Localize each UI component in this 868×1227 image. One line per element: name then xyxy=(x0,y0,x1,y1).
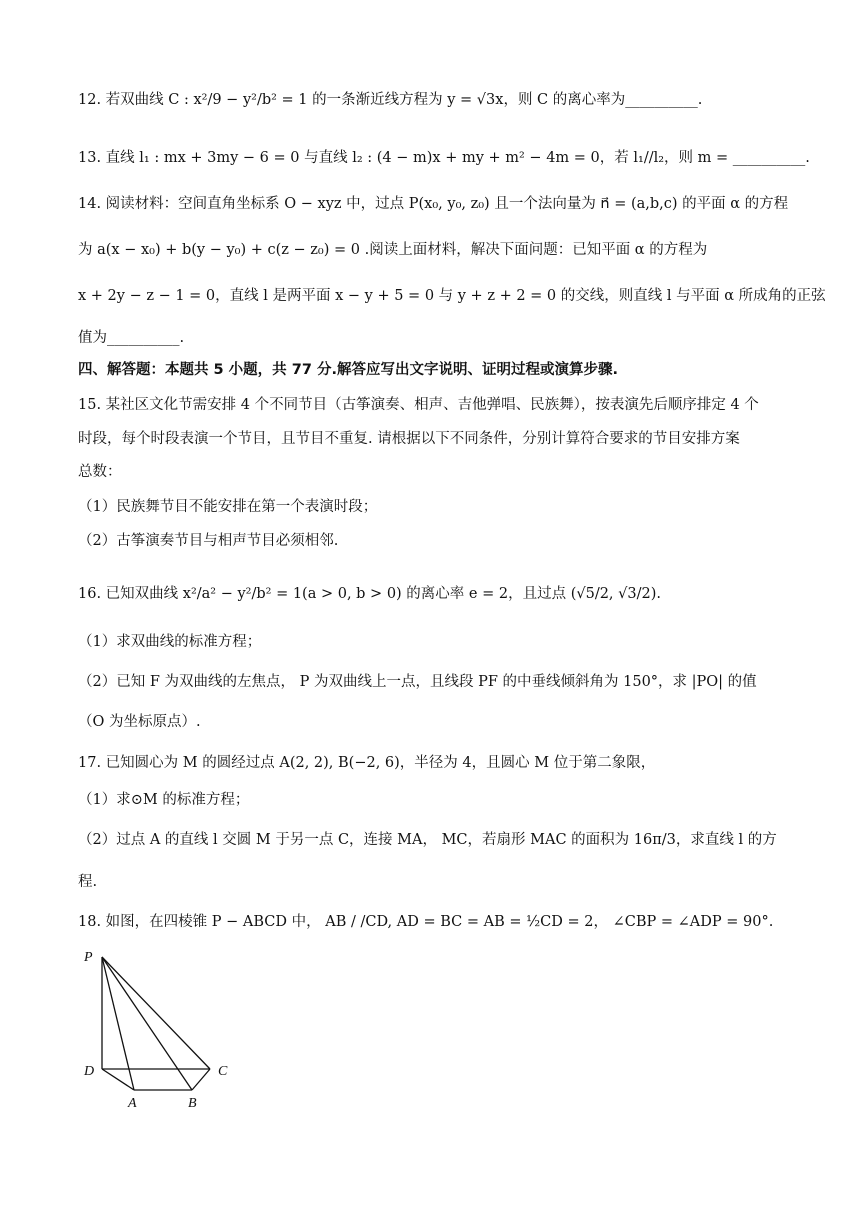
question-14-line-1: 14. 阅读材料：空间直角坐标系 O − xyz 中，过点 P(x₀, y₀, z₀) 且一个法向量为 n⃗ = (a,b,c) 的平面 α 的方程 xyxy=(78,196,789,212)
label-c: C xyxy=(218,1064,228,1079)
question-15-line-2: 时段，每个时段表演一个节目，且节目不重复. 请根据以下不同条件，分别计算符合要求的节目安排方案 xyxy=(78,431,740,447)
question-18-line-1: 18. 如图，在四棱锥 P − ABCD 中， AB / /CD, AD = BC = AB = ½CD = 2， ∠CBP = ∠ADP = 90°. xyxy=(78,914,774,930)
question-14-line-2: 为 a(x − x₀) + b(y − y₀) + c(z − z₀) = 0 .阅读上面材料，解决下面问题：已知平面 α 的方程为 xyxy=(78,242,708,258)
label-p: P xyxy=(84,950,93,965)
question-16-part-2-cont: （O 为坐标原点）. xyxy=(78,714,201,730)
question-17-part-1: （1）求⊙M 的标准方程； xyxy=(78,792,250,808)
question-17-line-1: 17. 已知圆心为 M 的圆经过点 A(2, 2), B(−2, 6)，半径为 4，且圆心 M 位于第二象限， xyxy=(78,755,656,771)
question-15-line-1: 15. 某社区文化节需安排 4 个不同节目（古筝演奏、相声、吉他弹唱、民族舞），按表演先后顺序排定 4 个 xyxy=(78,397,759,413)
label-a: A xyxy=(128,1096,137,1111)
question-15-part-2: （2）古筝演奏节目与相声节目必须相邻. xyxy=(78,533,339,549)
pyramid-figure xyxy=(78,945,248,1115)
question-15-line-3: 总数： xyxy=(78,464,122,480)
question-16-part-2: （2）已知 F 为双曲线的左焦点， P 为双曲线上一点，且线段 PF 的中垂线倾斜角为 150°，求 |PO| 的值 xyxy=(78,674,757,690)
edge-pa xyxy=(102,957,134,1090)
question-16-line-1: 16. 已知双曲线 x²/a² − y²/b² = 1(a > 0, b > 0) 的离心率 e = 2，且过点 (√5/2, √3/2). xyxy=(78,586,661,602)
edge-pb xyxy=(102,957,192,1090)
question-17-part-2-cont: 程. xyxy=(78,874,98,890)
question-14-line-4: 值为__________. xyxy=(78,330,185,346)
edge-pc xyxy=(102,957,210,1069)
section-4-heading: 四、解答题：本题共 5 小题，共 77 分.解答应写出文字说明、证明过程或演算步骤. xyxy=(78,362,618,378)
question-17-part-2: （2）过点 A 的直线 l 交圆 M 于另一点 C，连接 MA， MC，若扇形 MAC 的面积为 16π/3，求直线 l 的方 xyxy=(78,832,777,848)
question-12: 12. 若双曲线 C : x²/9 − y²/b² = 1 的一条渐近线方程为 y = √3x，则 C 的离心率为__________. xyxy=(78,92,703,108)
question-13: 13. 直线 l₁ : mx + 3my − 6 = 0 与直线 l₂ : (4 − m)x + my + m² − 4m = 0，若 l₁//l₂，则 m = __________. xyxy=(78,150,810,166)
edge-bc xyxy=(192,1069,210,1090)
question-16-part-1: （1）求双曲线的标准方程； xyxy=(78,634,262,650)
label-d: D xyxy=(84,1064,95,1079)
question-15-part-1: （1）民族舞节目不能安排在第一个表演时段； xyxy=(78,499,378,515)
label-b: B xyxy=(188,1096,197,1111)
question-14-line-3: x + 2y − z − 1 = 0，直线 l 是两平面 x − y + 5 = 0 与 y + z + 2 = 0 的交线，则直线 l 与平面 α 所成角的正弦 xyxy=(78,288,826,304)
